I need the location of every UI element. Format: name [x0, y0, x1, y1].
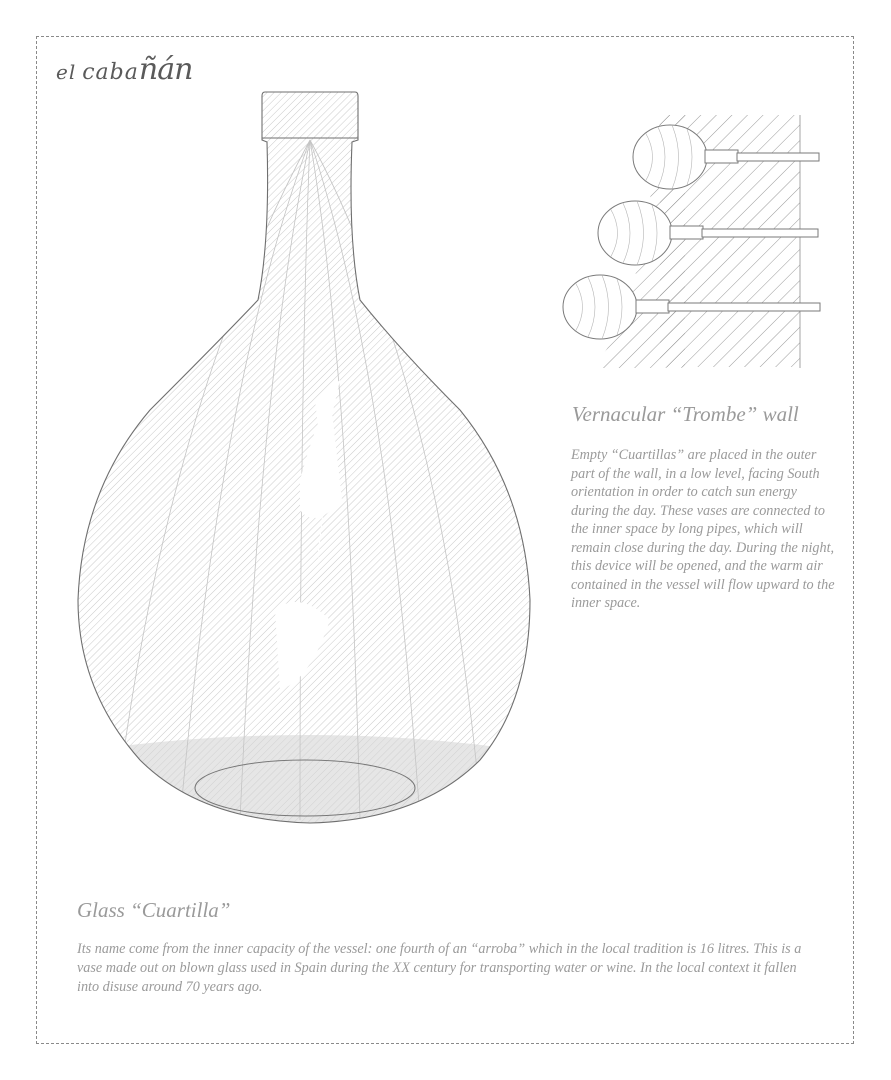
- trombe-wall-illustration: [550, 110, 830, 372]
- logo-nan: ñán: [138, 52, 193, 87]
- wall-title: Vernacular “Trombe” wall: [572, 402, 799, 426]
- logo-caba: caba: [82, 60, 139, 85]
- bottle-illustration: [60, 80, 540, 840]
- glass-title: Glass “Cuartilla”: [77, 898, 231, 922]
- glass-description: Its name come from the inner capacity of the vessel: one fourth of an “arroba” which in the local tradition is 16 litres. This is a vase made out on blown glass used in Spain during the XX century for transporting water or wine. In the local context it fallen into disuse around 70 years ago.: [77, 941, 802, 995]
- logo-el: el: [56, 60, 77, 84]
- wall-description: Empty “Cuartillas” are placed in the outer part of the wall, in a low level, facing South orientation in order to catch sun energy during the day. These vases are connected to the inner space by long pipes, which will remain close during the day. During the night, this device will be opened, and the warm air contained in the vessel will flow upward to the inner space.: [571, 447, 835, 611]
